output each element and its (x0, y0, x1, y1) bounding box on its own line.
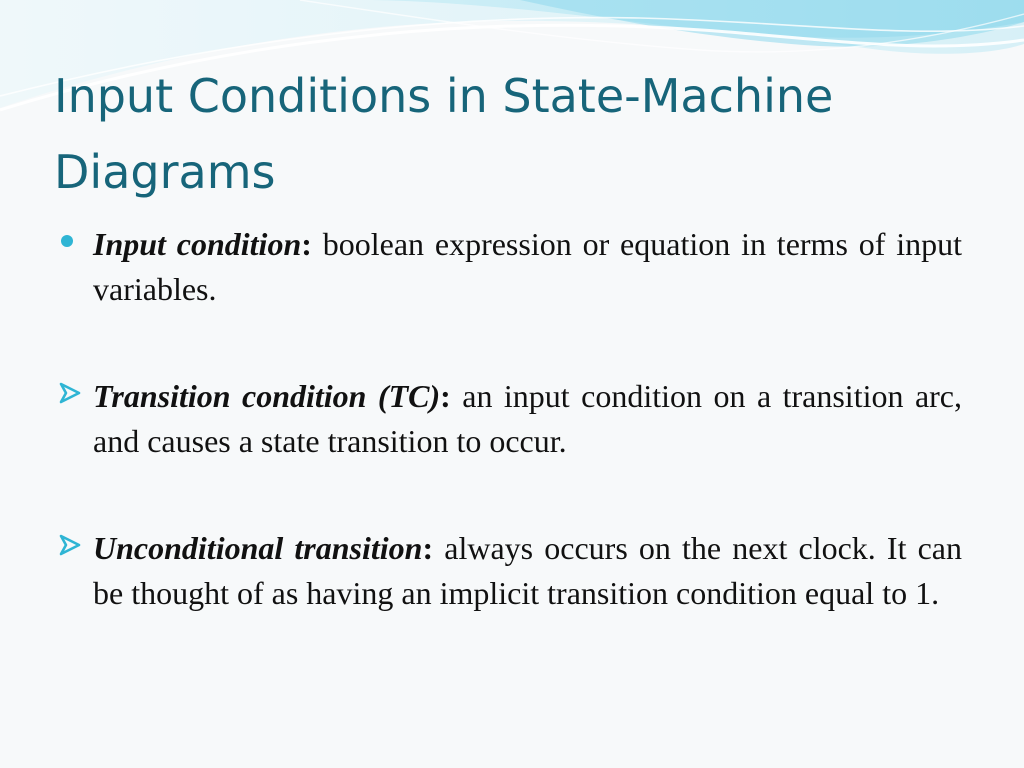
bullet-text (93, 222, 962, 312)
bullet-description: always occurs on the next clock. It can be thought of as having an implicit transition condition equal to 1. (93, 530, 963, 611)
arrow-bullet-icon (58, 532, 82, 556)
bullet-term: Input condition (93, 226, 302, 262)
arrow-bullet-icon (58, 380, 82, 404)
bullet-description: boolean expression or equation in terms of input variables. (93, 226, 963, 307)
bullet-separator: : (301, 226, 312, 262)
bullet-text (93, 526, 962, 616)
dot-bullet-icon (58, 228, 82, 252)
bullet-text (93, 374, 962, 464)
bullet-list (58, 222, 962, 616)
bullet-transition-condition (58, 374, 962, 464)
bullet-description: an input condition on a transition arc, and causes a state transition to occur. (93, 378, 963, 459)
bullet-separator: : (440, 378, 451, 414)
bullet-term: Unconditional transition (93, 530, 423, 566)
bullet-unconditional-transition (58, 526, 962, 616)
bullet-separator: : (422, 530, 434, 566)
slide-title: Input Conditions in State-Machine Diagrams (54, 69, 834, 199)
bullet-term: Transition condition (TC) (93, 378, 441, 414)
bullet-input-condition (58, 222, 962, 312)
